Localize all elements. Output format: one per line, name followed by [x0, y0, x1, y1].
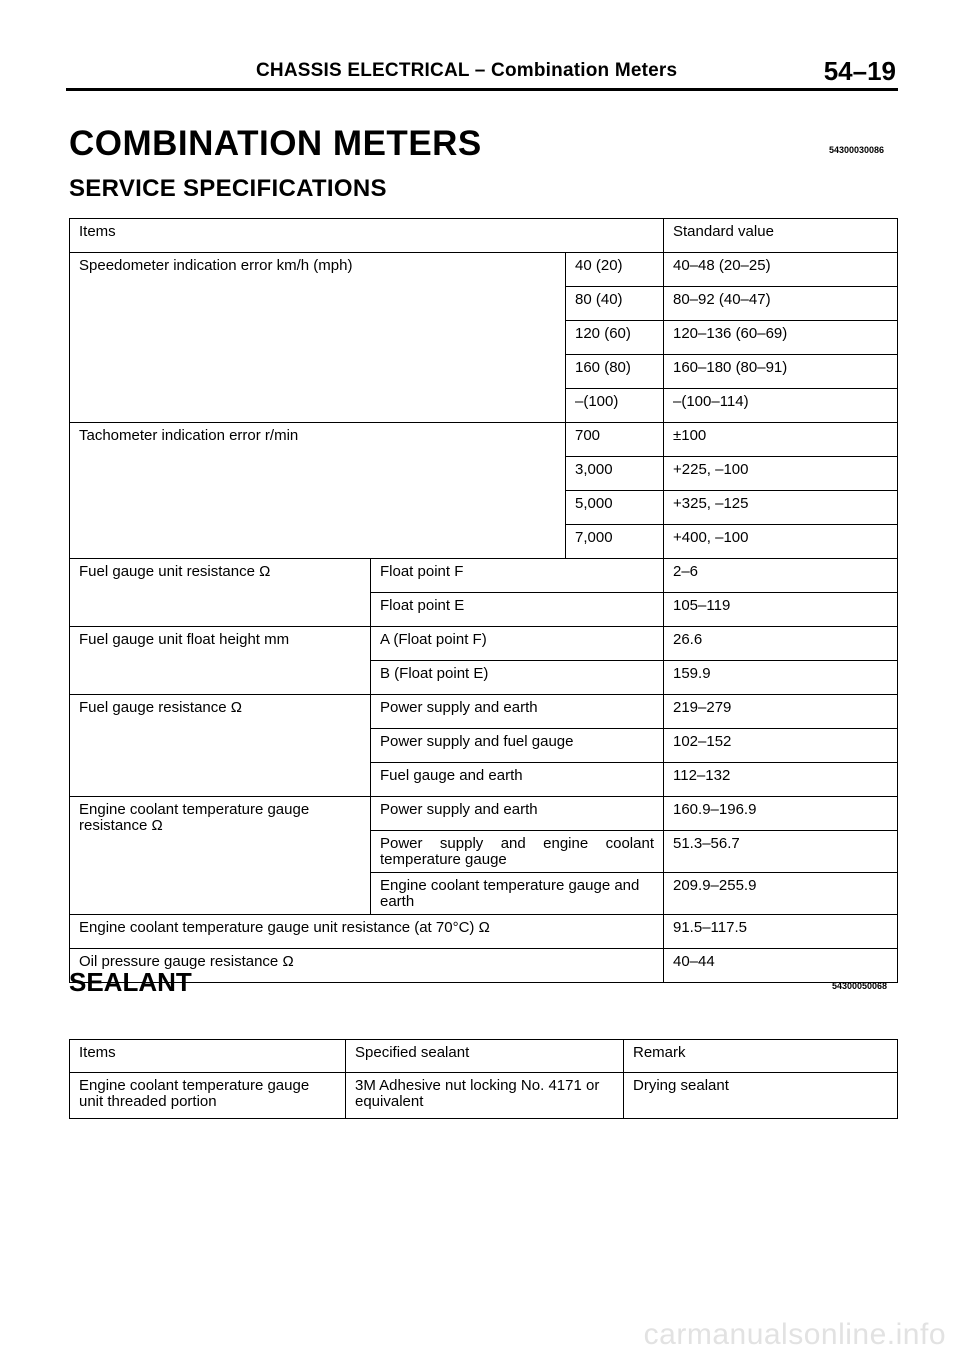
cond-cell: 700 [566, 423, 664, 457]
value-cell: 40–44 [664, 949, 898, 983]
cond-cell: Power supply and engine coolant temperature gauge [371, 831, 664, 873]
cond-cell: 5,000 [566, 491, 664, 525]
coolant-unit-resistance-label: Engine coolant temperature gauge unit resistance (at 70°C) Ω [70, 915, 664, 949]
value-cell: 105–119 [664, 593, 898, 627]
value-cell: +225, –100 [664, 457, 898, 491]
fuel-unit-resistance-label: Fuel gauge unit resistance Ω [70, 559, 371, 627]
table-row [70, 695, 898, 729]
cond-cell: 120 (60) [566, 321, 664, 355]
value-cell: +325, –125 [664, 491, 898, 525]
cond-cell: –(100) [566, 389, 664, 423]
section-code: 54300030086 [829, 145, 885, 155]
table-row [70, 797, 898, 831]
sealant-code: 54300050068 [832, 981, 888, 991]
value-cell: 159.9 [664, 661, 898, 695]
oil-pressure-resistance-label: Oil pressure gauge resistance Ω [70, 949, 664, 983]
cond-cell: Power supply and earth [371, 695, 664, 729]
col-standard-header: Standard value [664, 219, 898, 253]
value-cell: –(100–114) [664, 389, 898, 423]
cond-cell: 80 (40) [566, 287, 664, 321]
service-specs-title: SERVICE SPECIFICATIONS [69, 175, 387, 202]
cond-cell: Power supply and earth [371, 797, 664, 831]
table-row [70, 559, 898, 593]
tachometer-label: Tachometer indication error r/min [70, 423, 566, 559]
page-number: 54–19 [823, 56, 896, 86]
col-remark-header: Remark [624, 1040, 898, 1073]
cond-cell: 3,000 [566, 457, 664, 491]
value-cell: ±100 [664, 423, 898, 457]
cond-cell: Power supply and fuel gauge [371, 729, 664, 763]
value-cell: 26.6 [664, 627, 898, 661]
table-row [70, 949, 898, 983]
fuel-float-height-label: Fuel gauge unit float height mm [70, 627, 371, 695]
cond-cell: Engine coolant temperature gauge and earth [371, 873, 664, 915]
sealant-item-cell: Engine coolant temperature gauge unit threaded portion [70, 1073, 346, 1119]
col-items-header: Items [70, 219, 664, 253]
value-cell: 80–92 (40–47) [664, 287, 898, 321]
table-row [70, 423, 898, 457]
sealant-spec-cell: 3M Adhesive nut locking No. 4171 or equivalent [346, 1073, 624, 1119]
coolant-gauge-resistance-label: Engine coolant temperature gauge resistance Ω [70, 797, 371, 915]
table-row [70, 915, 898, 949]
value-cell: 40–48 (20–25) [664, 253, 898, 287]
header-title: CHASSIS ELECTRICAL – Combination Meters [256, 60, 678, 81]
value-cell: 160–180 (80–91) [664, 355, 898, 389]
cond-cell: 40 (20) [566, 253, 664, 287]
cond-cell: 160 (80) [566, 355, 664, 389]
value-cell: 120–136 (60–69) [664, 321, 898, 355]
value-cell: 51.3–56.7 [664, 831, 898, 873]
value-cell: 102–152 [664, 729, 898, 763]
table-row [70, 1073, 898, 1119]
value-cell: 112–132 [664, 763, 898, 797]
table-header-row [70, 1040, 898, 1073]
cond-cell: A (Float point F) [371, 627, 664, 661]
cond-cell: Float point F [371, 559, 664, 593]
value-cell: 219–279 [664, 695, 898, 729]
cond-cell: B (Float point E) [371, 661, 664, 695]
col-sealant-header: Specified sealant [346, 1040, 624, 1073]
value-cell: +400, –100 [664, 525, 898, 559]
value-cell: 209.9–255.9 [664, 873, 898, 915]
sealant-title: SEALANT [69, 967, 192, 997]
service-specs-table [69, 218, 898, 983]
value-cell: 91.5–117.5 [664, 915, 898, 949]
cond-cell: Fuel gauge and earth [371, 763, 664, 797]
speedometer-label: Speedometer indication error km/h (mph) [70, 253, 566, 423]
fuel-gauge-resistance-label: Fuel gauge resistance Ω [70, 695, 371, 797]
page-header [66, 58, 898, 91]
value-cell: 160.9–196.9 [664, 797, 898, 831]
table-header-row [70, 219, 898, 253]
cond-cell: Float point E [371, 593, 664, 627]
value-cell: 2–6 [664, 559, 898, 593]
table-row [70, 253, 898, 287]
section-title: COMBINATION METERS [69, 124, 482, 163]
col-items-header: Items [70, 1040, 346, 1073]
table-row [70, 627, 898, 661]
sealant-remark-cell: Drying sealant [624, 1073, 898, 1119]
cond-cell: 7,000 [566, 525, 664, 559]
sealant-table [69, 1039, 898, 1119]
watermark: carmanualsonline.info [643, 1318, 946, 1351]
